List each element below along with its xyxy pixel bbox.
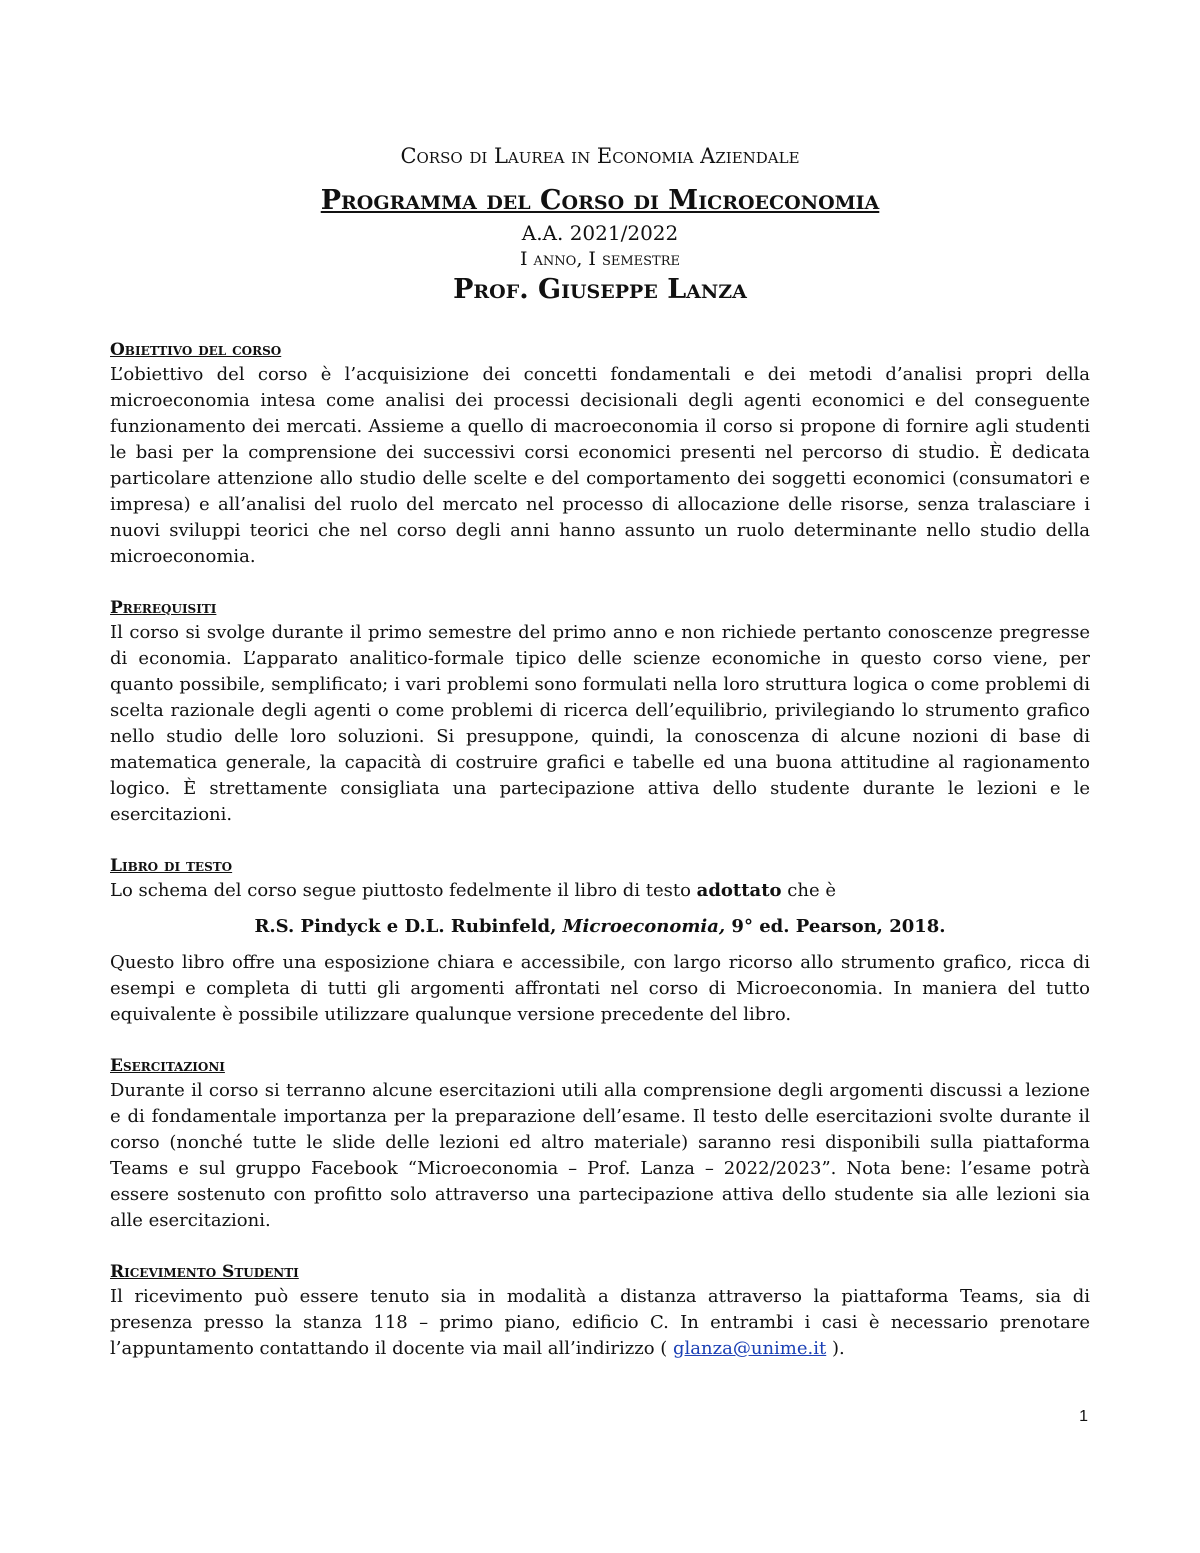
libro-intro-text: Lo schema del corso segue piuttosto fedelmente il libro di testo	[110, 880, 697, 901]
page-number: 1	[1079, 1408, 1088, 1425]
section-title-obiettivo: Obiettivo del corso	[110, 340, 282, 360]
document-title: Programma del Corso di Microeconomia	[320, 185, 880, 216]
course-heading: Corso di Laurea in Economia Aziendale	[400, 144, 800, 168]
paragraph-obiettivo: L’obiettivo del corso è l’acquisizione dei concetti fondamentali e dei metodi d’analisi propri della microeconomia intesa come analisi dei processi decisionali degli agenti economici e del conseguente funzionamento dei mercati. Assieme a quello di macroeconomia il corso si propone di fornire agli studenti le basi per la comprensione dei successivi corsi economici presenti nel percorso di studio. È dedicata particolare attenzione allo studio delle scelte e del comportamento dei soggetti economici (consumatori e impresa) e all’analisi del ruolo del mercato nel processo di allocazione delle risorse, senza tralasciare i nuovi sviluppi teorici che nel corso degli anni hanno assunto un ruolo determinante nello studio della microeconomia.	[110, 364, 1090, 567]
paragraph-prerequisiti: Il corso si svolge durante il primo semestre del primo anno e non richiede pertanto conoscenze pregresse di economia. L’apparato analitico-formale tipico delle scienze economiche in questo corso viene, per quanto possibile, semplificato; i vari problemi sono formulati nella loro struttura logica o come problemi di scelta razionale degli agenti o come problemi di ricerca dell’equilibrio, privilegiando lo strumento grafico nello studio delle loro soluzioni. Si presuppone, quindi, la conoscenza di alcune nozioni di base di matematica generale, la capacità di costruire grafici e tabelle ed una buona attitudine al ragionamento logico. È strettamente consigliata una partecipazione attiva dello studente durante le lezioni e le esercitazioni.	[110, 622, 1090, 825]
document-page	[110, 140, 1090, 1362]
ref-edition: 9° ed. Pearson, 2018.	[725, 916, 946, 937]
section-title-libro: Libro di testo	[110, 856, 233, 876]
section-esercitazioni	[110, 1054, 1090, 1234]
professor-name: Prof. Giuseppe Lanza	[453, 274, 747, 305]
ref-authors: R.S. Pindyck e D.L. Rubinfeld,	[254, 916, 563, 937]
libro-intro-end: che è	[781, 880, 836, 901]
section-prerequisiti	[110, 596, 1090, 828]
section-title-prerequisiti: Prerequisiti	[110, 598, 217, 618]
section-title-ricevimento: Ricevimento Studenti	[110, 1262, 299, 1282]
paragraph-ricevimento	[110, 1284, 1090, 1362]
section-obiettivo	[110, 338, 1090, 570]
ricevimento-text: Il ricevimento può essere tenuto sia in modalità a distanza attraverso la piattaforma Teams, sia di presenza presso la stanza 118 – primo piano, edificio C. In entrambi i casi è necessario prenotare l’appuntamento contattando il docente via mail all’indirizzo (	[110, 1286, 1090, 1359]
email-link[interactable]: glanza@unime.it	[673, 1338, 827, 1359]
year-semester: I anno, I semestre	[519, 248, 680, 270]
section-ricevimento	[110, 1260, 1090, 1362]
paragraph-libro: Questo libro offre una esposizione chiara e accessibile, con largo ricorso allo strumento grafico, ricca di esempi e completa di tutti gli argomenti affrontati nel corso di Microeconomia. In maniera del tutto equivalente è possibile utilizzare qualunque versione precedente del libro.	[110, 952, 1090, 1025]
libro-intro-bold: adottato	[696, 880, 782, 901]
textbook-reference	[110, 914, 1090, 940]
paragraph-esercitazioni: Durante il corso si terranno alcune esercitazioni utili alla comprensione degli argomenti discussi a lezione e di fondamentale importanza per la preparazione dell’esame. Il testo delle esercitazioni svolte durante il corso (nonché tutte le slide delle lezioni ed altro materiale) saranno resi disponibili sulla piattaforma Teams e sul gruppo Facebook “Microeconomia – Prof. Lanza – 2022/2023”. Nota bene: l’esame potrà essere sostenuto con profitto solo attraverso una partecipazione attiva dello studente sia alle lezioni sia alle esercitazioni.	[110, 1080, 1090, 1231]
academic-year: A.A. 2021/2022	[521, 221, 679, 245]
paragraph-libro-intro	[110, 878, 1090, 904]
section-libro	[110, 854, 1090, 1028]
section-title-esercitazioni: Esercitazioni	[110, 1056, 225, 1076]
ricevimento-text-end: ).	[826, 1338, 845, 1359]
ref-title: Microeconomia,	[562, 916, 726, 937]
